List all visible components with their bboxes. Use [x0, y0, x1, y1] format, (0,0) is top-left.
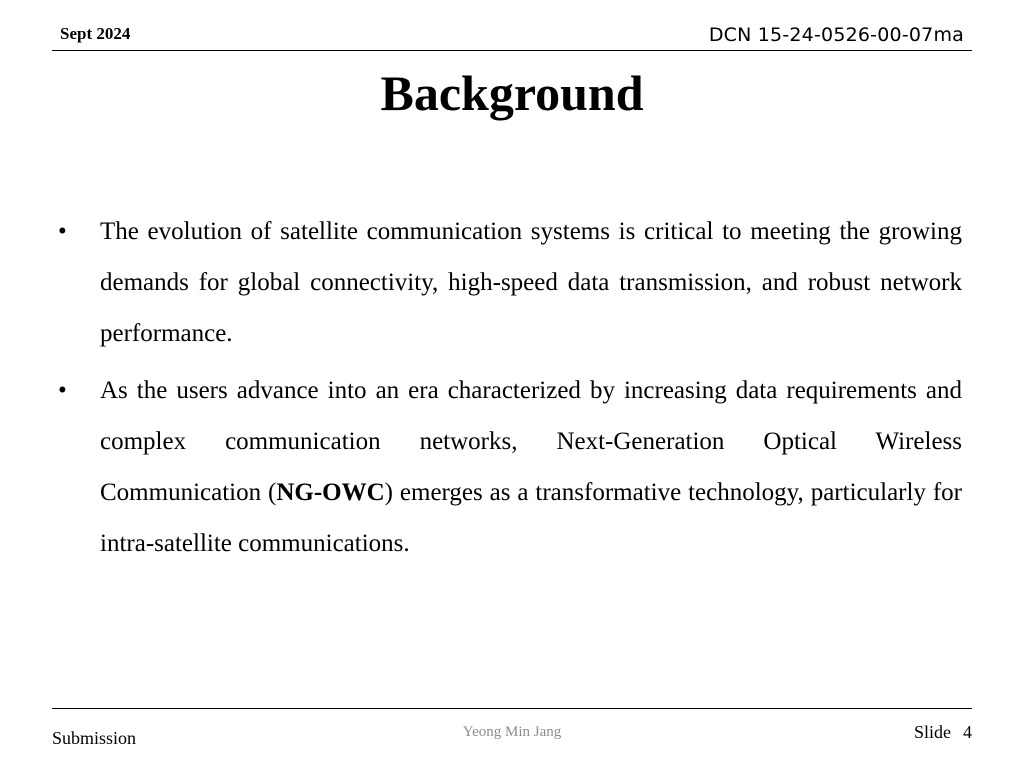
footer-submission: Submission [52, 728, 137, 748]
footer-divider [52, 708, 972, 709]
bullet-item [58, 365, 962, 569]
footer-author: Yeong Min Jang [462, 724, 562, 740]
bullet-text: As the users advance into an era characterized by increasing data requirements and complex communication networks, Next-Generation Optical Wireless Communication (NG-OWC) emerges as a transformative technology, particularly for intra-satellite communications. [100, 377, 962, 557]
header-divider [52, 50, 972, 51]
bullet-list [58, 206, 962, 575]
slide-number [914, 722, 972, 743]
bullet-icon: • [58, 218, 67, 245]
slide-label: Slide [913, 722, 951, 742]
slide-title: Background [380, 65, 644, 121]
bullet-text: The evolution of satellite communication systems is critical to meeting the growing demands for global connectivity, high-speed data transmission, and robust network performance. [100, 218, 962, 347]
bullet-item [58, 206, 962, 359]
header-date: Sept 2024 [60, 24, 131, 43]
slide-number-value: 4 [963, 722, 972, 742]
bullet-icon: • [58, 377, 67, 404]
bold-acronym: NG-OWC [276, 479, 385, 506]
document-number: DCN 15-24-0526-00-07ma [708, 24, 964, 46]
